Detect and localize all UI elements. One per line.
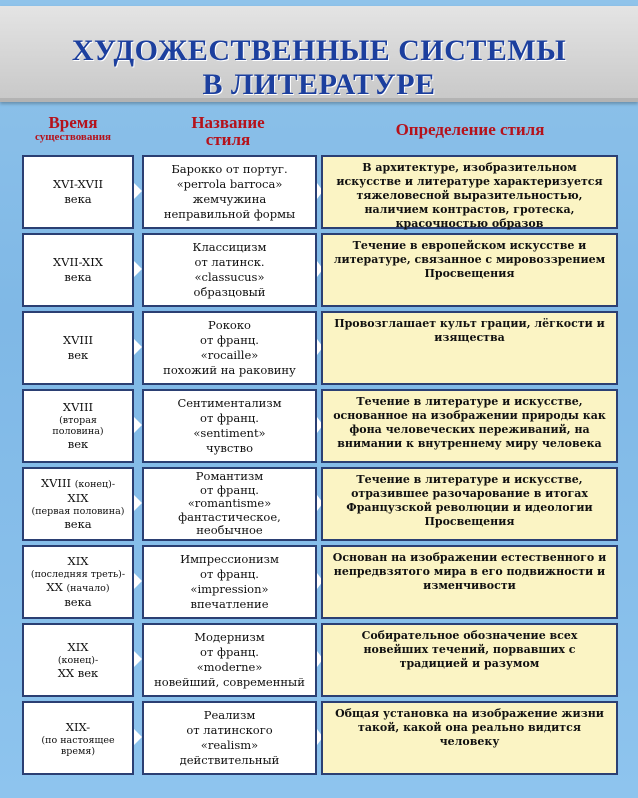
period-cell: XVI-XVII века: [22, 155, 134, 229]
header-time: [18, 114, 128, 144]
period-note: (по настоящее время): [41, 734, 115, 757]
period-cell: [22, 545, 134, 619]
period-note: (первая половина): [31, 506, 125, 517]
style-name-cell: Модернизм от франц. «moderne» новейший, современный: [142, 623, 317, 697]
period-cell: [22, 701, 134, 775]
period-text: XVIII: [62, 400, 94, 414]
table-row: [0, 389, 638, 463]
definition-cell: Течение в европейском искусстве и литературе, связанное с мировоззрением Просвещения: [321, 233, 618, 307]
period-text-end: век: [67, 437, 89, 451]
arrow-icon: [134, 651, 142, 667]
period-text: XVIII: [40, 476, 72, 490]
arrow-icon: [134, 183, 142, 199]
style-name-cell: Рококо от франц. «rocaille» похожий на раковину: [142, 311, 317, 385]
table-row: [0, 233, 638, 307]
header-style-name: Название стиля: [191, 113, 265, 149]
table-row: [0, 545, 638, 619]
period-note: (последняя треть)-: [30, 569, 126, 580]
table-row: [0, 467, 638, 541]
period-text-mid: XIX: [67, 491, 89, 505]
page-title-line-2: В ЛИТЕРАТУРЕ: [202, 68, 436, 101]
arrow-icon: [134, 417, 142, 433]
style-name-cell: Реализм от латинского «realism» действительный: [142, 701, 317, 775]
definition-cell: Течение в литературе и искусстве, основанное на изображении природы как фона человеческих переживаний, на внимании к внутреннему миру человека: [321, 389, 618, 463]
period-inline-note: (начало): [66, 583, 110, 594]
arrow-icon: [134, 573, 142, 589]
period-text-mid: XX: [46, 580, 63, 594]
definition-cell: Провозглашает культ грации, лёгкости и изящества: [321, 311, 618, 385]
period-text: XIX-: [65, 719, 91, 734]
period-cell: XVII-XIX века: [22, 233, 134, 307]
style-name-cell: Классицизм от латинск. «classucus» образцовый: [142, 233, 317, 307]
period-note: (вторая половина): [52, 415, 104, 437]
period-text-end: века: [64, 517, 92, 531]
period-text: XIX: [67, 639, 89, 654]
period-inline-note: (конец)-: [74, 479, 116, 490]
definition-cell: Собирательное обозначение всех новейших течений, порвавших с традицией и разумом: [321, 623, 618, 697]
arrow-icon: [134, 339, 142, 355]
period-text-end: века: [64, 595, 92, 609]
table-row: [0, 155, 638, 229]
period-cell: [22, 467, 134, 541]
header-style-definition: Определение стиля: [395, 120, 545, 139]
definition-cell: В архитектуре, изобразительном искусстве и литературе характеризуется тяжеловесной выразительностью, наличием контрастов, гротеска, красочностью образов: [321, 155, 618, 229]
arrow-icon: [134, 729, 142, 745]
definition-cell: Основан на изображении естественного и непредвзятого мира в его подвижности и изменчивости: [321, 545, 618, 619]
arrow-icon: [134, 261, 142, 277]
period-text: XIX: [67, 554, 89, 568]
title-banner: [0, 6, 638, 102]
style-name-cell: Импрессионизм от франц. «impression» впечатление: [142, 545, 317, 619]
definition-cell: Общая установка на изображение жизни такой, какой она реально видится человеку: [321, 701, 618, 775]
style-name-cell: Сентиментализм от франц. «sentiment» чувство: [142, 389, 317, 463]
table-row: [0, 623, 638, 697]
header-time-sublabel: существования: [35, 131, 111, 143]
arrow-icon: [134, 495, 142, 511]
period-cell: [22, 389, 134, 463]
period-text-end: XX век: [57, 665, 99, 680]
header-time-label: Время: [48, 113, 98, 132]
style-name-cell: Романтизм от франц. «romantisme» фантастическое, необычное: [142, 467, 317, 541]
definition-cell: Течение в литературе и искусстве, отразившее разочарование в итогах Французской революции и идеологии Просвещения: [321, 467, 618, 541]
table-row: [0, 701, 638, 775]
style-name-cell: Барокко от португ. «perrola barroca» жемчужина неправильной формы: [142, 155, 317, 229]
period-note: (конец)-: [57, 654, 99, 666]
period-cell: XVIII век: [22, 311, 134, 385]
table-row: [0, 311, 638, 385]
period-cell: [22, 623, 134, 697]
page-title-line-1: ХУДОЖЕСТВЕННЫЕ СИСТЕМЫ: [71, 34, 567, 67]
